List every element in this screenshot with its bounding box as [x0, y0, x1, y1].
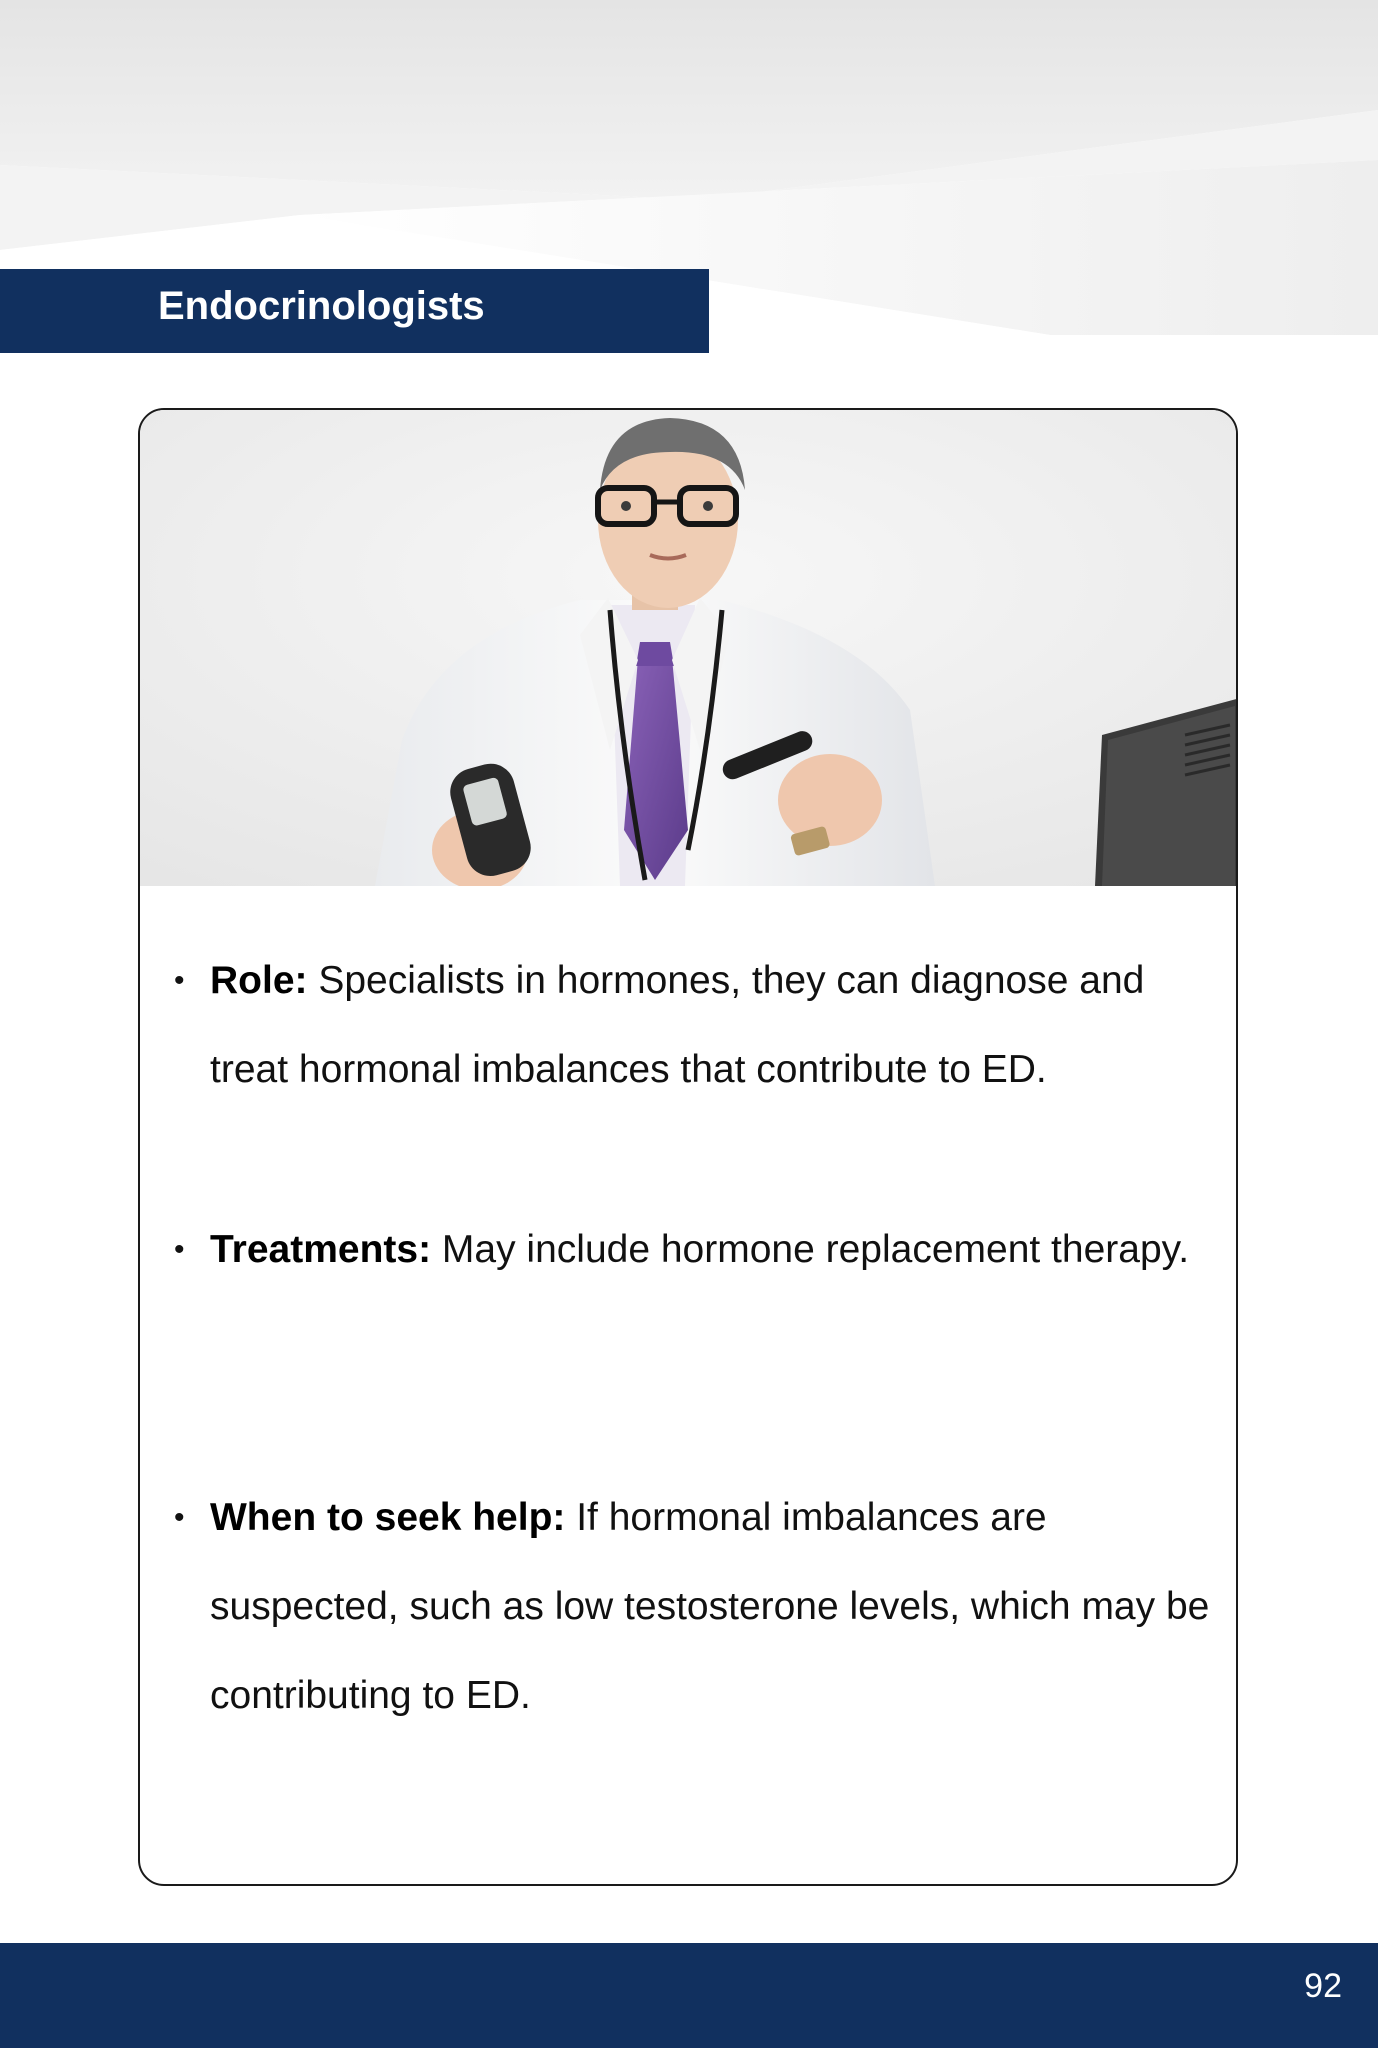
bullet-label: Role:	[210, 959, 308, 1002]
bullet-text: May include hormone replacement therapy.	[431, 1228, 1190, 1271]
doctor-photo	[140, 410, 1238, 886]
footer-bar	[0, 1943, 1378, 2048]
list-item-treatments	[174, 1205, 1220, 1294]
bullet-label: When to seek help:	[210, 1496, 566, 1539]
list-item-when-to-seek-help	[174, 1473, 1220, 1740]
list-item-role	[174, 936, 1220, 1114]
page-title: Endocrinologists	[158, 284, 485, 328]
content-card	[138, 408, 1238, 1886]
bullet-icon: •	[174, 964, 185, 997]
bullet-label: Treatments:	[210, 1228, 432, 1271]
bullet-icon: •	[174, 1233, 185, 1266]
page-number: 92	[1304, 1967, 1342, 2005]
bullet-icon: •	[174, 1501, 185, 1534]
bullet-text: If hormonal imbalances are suspected, such as low testosterone levels, which may be contributing to ED.	[210, 1496, 1210, 1717]
bullet-text: Specialists in hormones, they can diagnose and treat hormonal imbalances that contribute to ED.	[210, 959, 1145, 1091]
